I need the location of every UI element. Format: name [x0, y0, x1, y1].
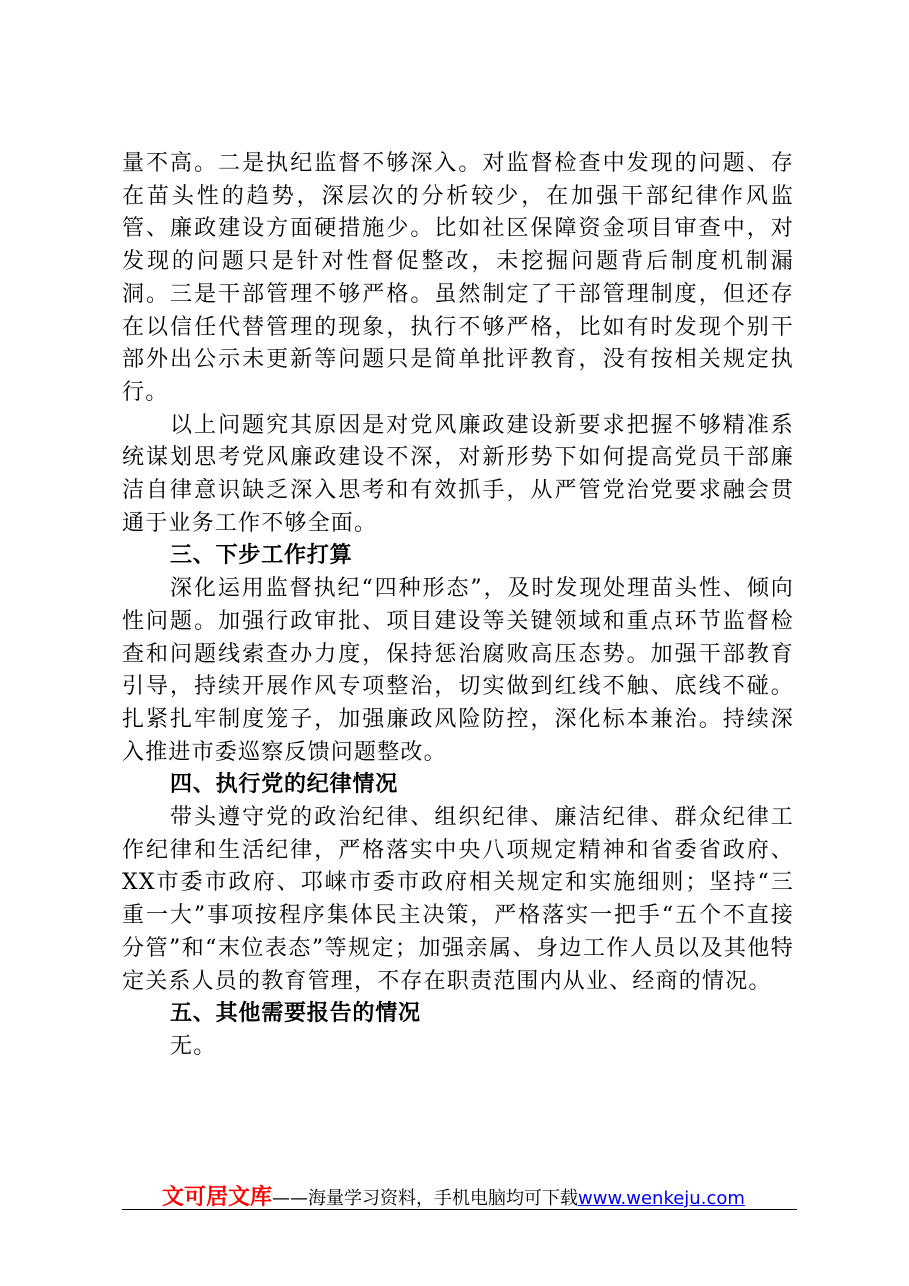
- paragraph-next-steps: 深化运用监督执纪“四种形态”，及时发现处理苗头性、倾向性问题。加强行政审批、项目建设等关键领域和重点环节监督检查和问题线索查办力度，保持惩治腐败高压态势。加强干部教育引导，持续开展作风专项整治，切实做到红线不触、底线不碰。扎紧扎牢制度笼子，加强廉政风险防控，深化标本兼治。持续深入推进市委巡察反馈问题整改。: [122, 576, 794, 765]
- document-body: [122, 148, 794, 1064]
- footer-slogan: ——海量学习资料，手机电脑均可下载: [272, 1188, 579, 1209]
- footer-website-link[interactable]: www.wenkeju.com: [578, 1188, 745, 1209]
- section-heading-other-matters: 五、其他需要报告的情况: [170, 1001, 421, 1027]
- footer-banner: [162, 1180, 762, 1212]
- paragraph-continuation: 量不高。二是执纪监督不够深入。对监督检查中发现的问题、存在苗头性的趋势，深层次的分析较少，在加强干部纪律作风监管、廉政建设方面硬措施少。比如社区保障资金项目审查中，对发现的问题只是针对性督促整改，未挖掘问题背后制度机制漏洞。三是干部管理不够严格。虽然制定了干部管理制度，但还存在以信任代替管理的现象，执行不够严格，比如有时发现个别干部外出公示未更新等问题只是简单批评教育，没有按相关规定执行。: [122, 151, 794, 405]
- paragraph-root-cause: 以上问题究其原因是对党风廉政建设新要求把握不够精准系统谋划思考党风廉政建设不深，对新形势下如何提高党员干部廉洁自律意识缺乏深入思考和有效抓手，从严管党治党要求融会贯通于业务工作不够全面。: [122, 412, 794, 536]
- section-heading-next-steps: 三、下步工作打算: [170, 543, 353, 569]
- section-heading-discipline: 四、执行党的纪律情况: [170, 772, 399, 798]
- paragraph-other-matters: 无。: [170, 1033, 217, 1059]
- footer-brand-name: 文可居文库: [162, 1185, 273, 1210]
- paragraph-discipline: 带头遵守党的政治纪律、组织纪律、廉洁纪律、群众纪律工作纪律和生活纪律，严格落实中央八项规定精神和省委省政府、XX市委市政府、邛崃市委市政府相关规定和实施细则；坚持“三重一大”事项按程序集体民主决策，严格落实一把手“五个不直接分管”和“末位表态”等规定；加强亲属、身边工作人员以及其他特定关系人员的教育管理，不存在职责范围内从业、经商的情况。: [122, 805, 794, 994]
- footer-divider: [122, 1209, 797, 1210]
